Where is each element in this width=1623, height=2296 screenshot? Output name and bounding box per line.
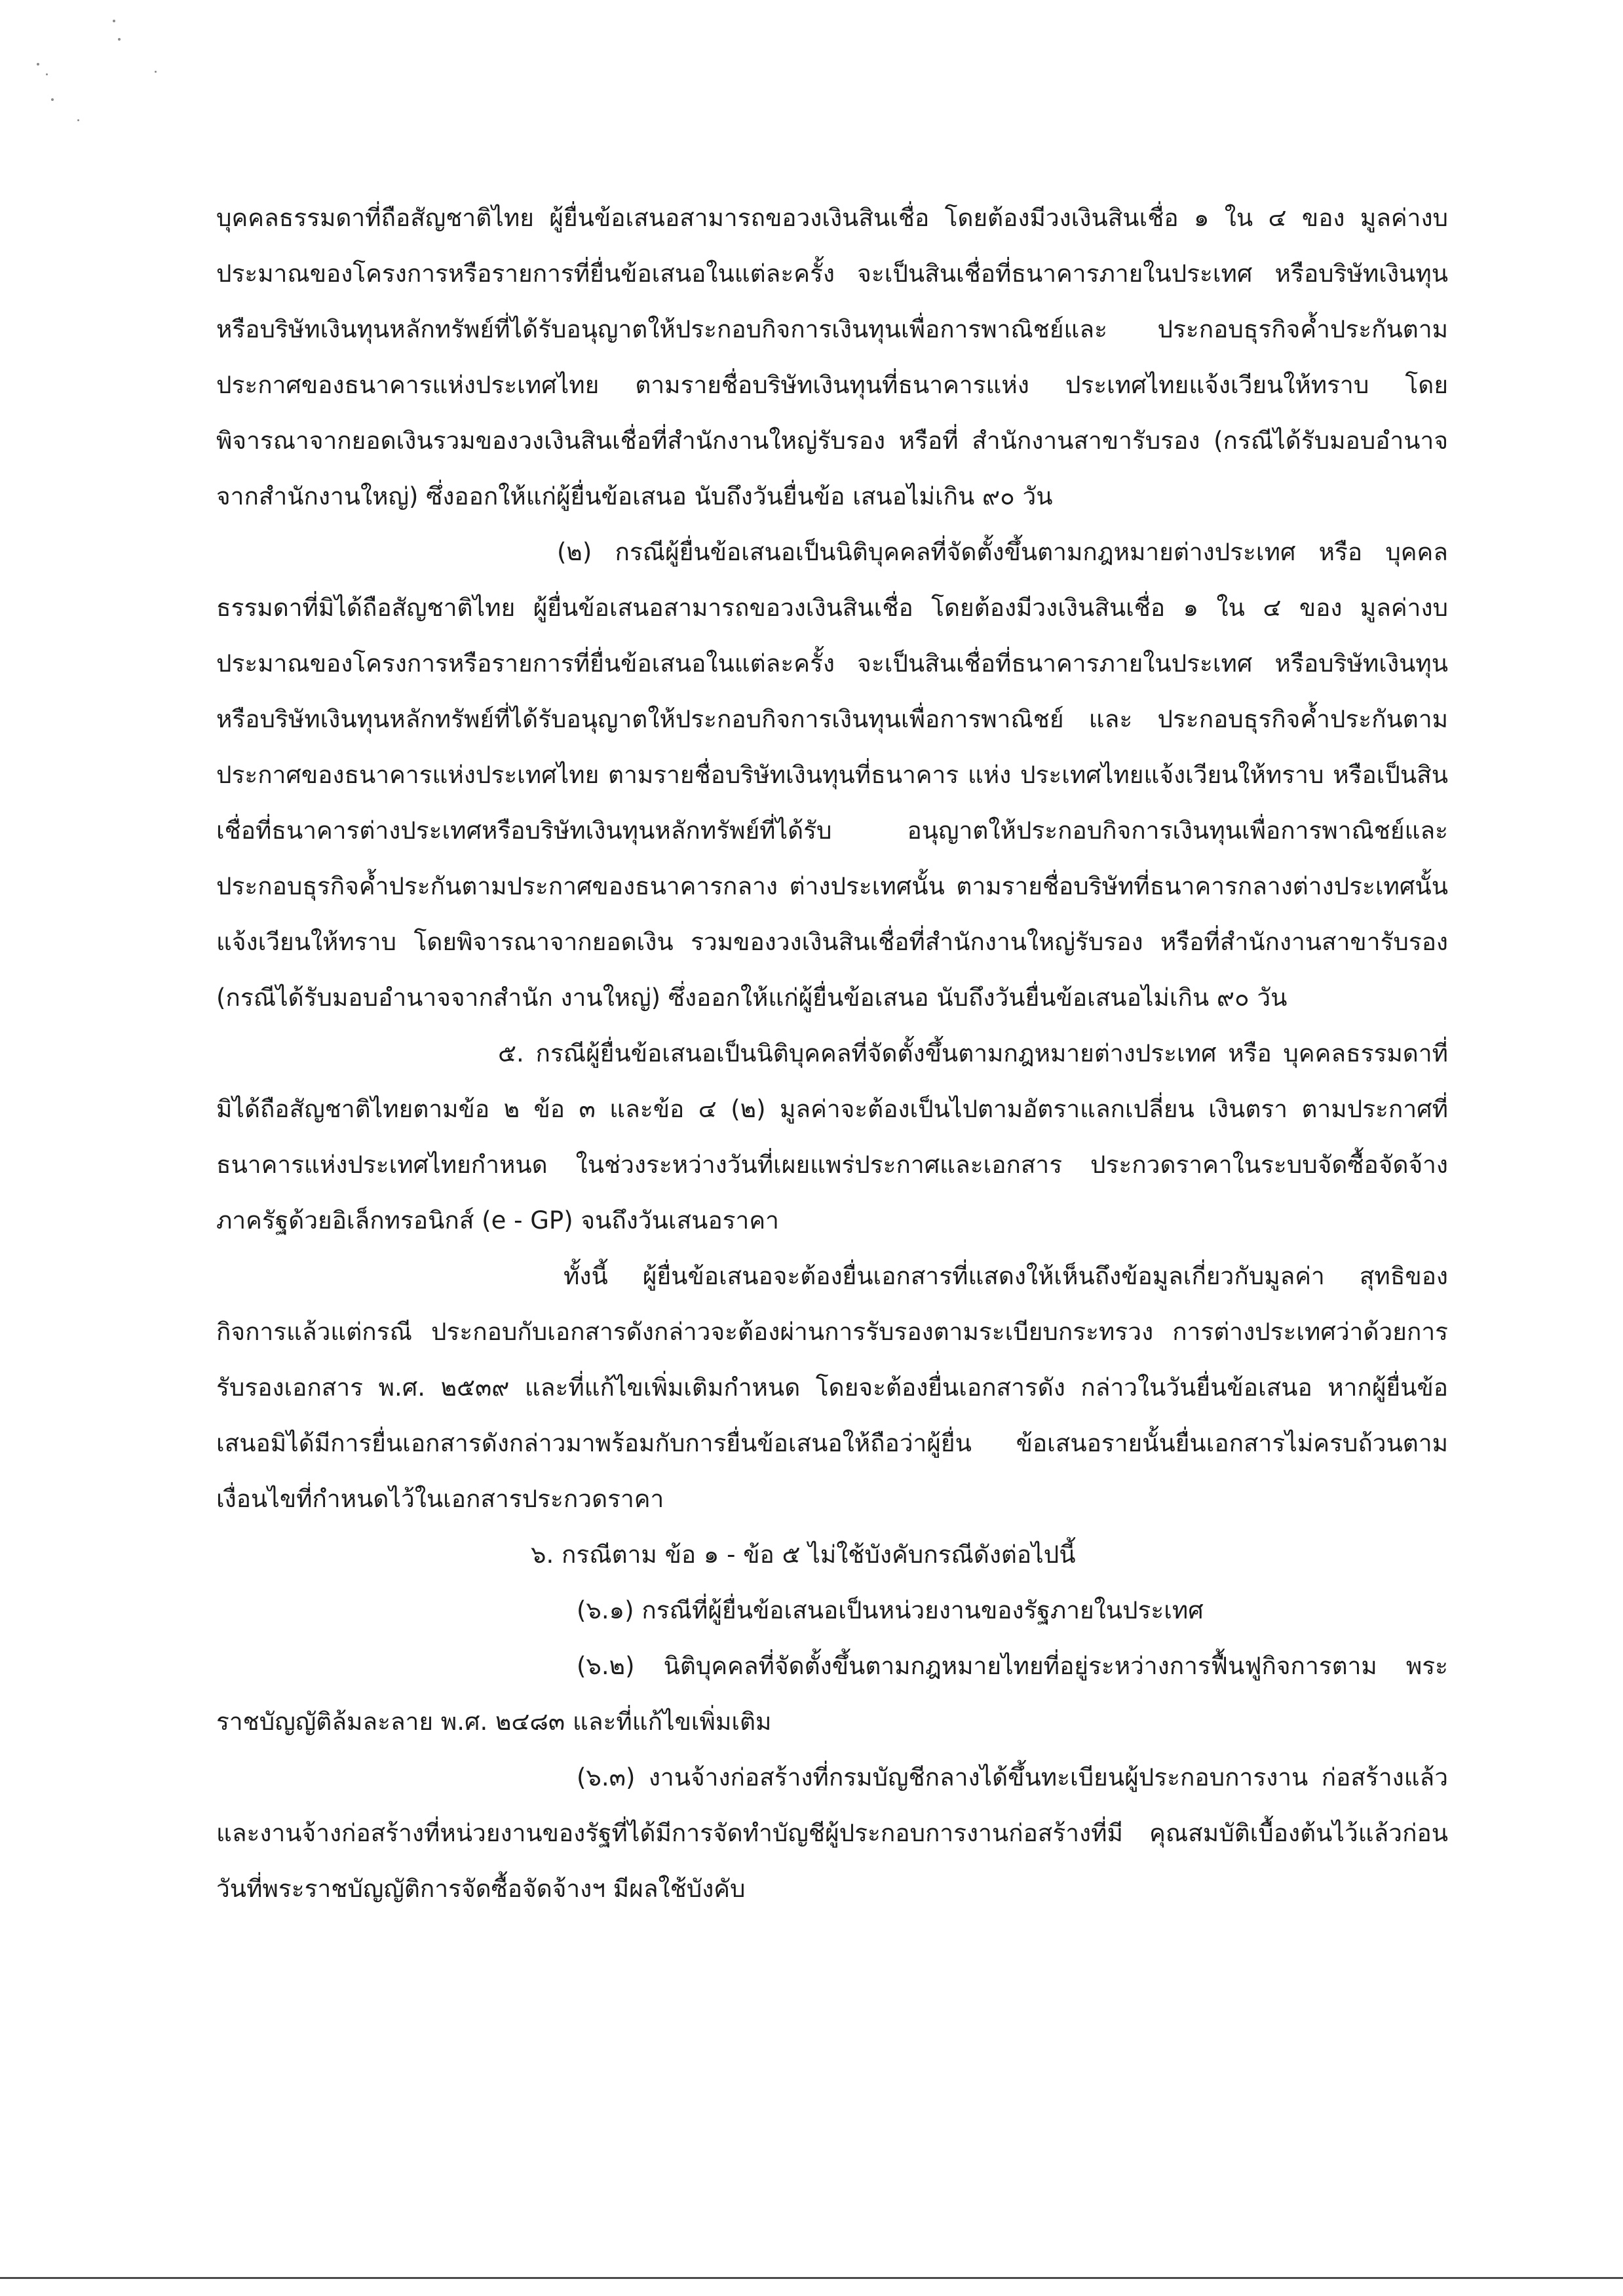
scan-speck bbox=[51, 98, 54, 101]
paragraph-clause-6-2: (๖.๒) นิติบุคคลที่จัดตั้งขึ้นตามกฎหมายไทยที่อยู่ระหว่างการฟื้นฟูกิจการตาม พระราชบัญญัติล้มละลาย พ.ศ. ๒๔๘๓ และที่แก้ไขเพิ่มเติม bbox=[216, 1652, 1448, 1736]
scan-bottom-edge bbox=[0, 2277, 1623, 2279]
scan-speck bbox=[46, 73, 48, 75]
paragraph-clause-5: ๕. กรณีผู้ยื่นข้อเสนอเป็นนิติบุคคลที่จัดตั้งขึ้นตามกฎหมายต่างประเทศ หรือ บุคคลธรรมดาที่มิได้ถือสัญชาติไทยตามข้อ ๒ ข้อ ๓ และข้อ ๔ (๒) มูลค่าจะต้องเป็นไปตามอัตราแลกเปลี่ยน เงินตรา ตามประกาศที่ธนาคารแห่งประเทศไทยกำหนด ในช่วงระหว่างวันที่เผยแพร่ประกาศและเอกสาร ประกวดราคาในระบบจัดซื้อจัดจ้างภาครัฐด้วยอิเล็กทรอนิกส์ (e - GP) จนถึงวันเสนอราคา bbox=[216, 1039, 1448, 1234]
paragraph-note: ทั้งนี้ ผู้ยื่นข้อเสนอจะต้องยื่นเอกสารที่แสดงให้เห็นถึงข้อมูลเกี่ยวกับมูลค่า สุทธิของกิจการแล้วแต่กรณี ประกอบกับเอกสารดังกล่าวจะต้องผ่านการรับรองตามระเบียบกระทรวง การต่างประเทศว่าด้วยการรับรองเอกสาร พ.ศ. ๒๕๓๙ และที่แก้ไขเพิ่มเติมกำหนด โดยจะต้องยื่นเอกสารดัง กล่าวในวันยื่นข้อเสนอ หากผู้ยื่นข้อเสนอมิได้มีการยื่นเอกสารดังกล่าวมาพร้อมกับการยื่นข้อเสนอให้ถือว่าผู้ยื่น ข้อเสนอรายนั้นยื่นเอกสารไม่ครบถ้วนตามเงื่อนไขที่กำหนดไว้ในเอกสารประกวดราคา bbox=[216, 1262, 1448, 1513]
paragraph-clause-6: ๖. กรณีตาม ข้อ ๑ - ข้อ ๕ ไม่ใช้บังคับกรณีดังต่อไปนี้ bbox=[531, 1540, 1076, 1569]
scan-speck bbox=[155, 71, 157, 73]
scan-speck bbox=[113, 20, 115, 22]
scan-speck bbox=[37, 63, 39, 66]
paragraph-clause-6-3: (๖.๓) งานจ้างก่อสร้างที่กรมบัญชีกลางได้ขึ้นทะเบียนผู้ประกอบการงาน ก่อสร้างแล้ว และงานจ้างก่อสร้างที่หน่วยงานของรัฐที่ได้มีการจัดทำบัญชีผู้ประกอบการงานก่อสร้างที่มี คุณสมบัติเบื้องต้นไว้แล้วก่อนวันที่พระราชบัญญัติการจัดซื้อจัดจ้างฯ มีผลใช้บังคับ bbox=[216, 1763, 1448, 1903]
scan-speck bbox=[118, 38, 121, 41]
paragraph-continuation: บุคคลธรรมดาที่ถือสัญชาติไทย ผู้ยื่นข้อเสนอสามารถขอวงเงินสินเชื่อ โดยต้องมีวงเงินสินเชื่อ ๑ ใน ๔ ของ มูลค่างบประมาณของโครงการหรือรายการที่ยื่นข้อเสนอในแต่ละครั้ง จะเป็นสินเชื่อที่ธนาคารภายในประเทศ หรือบริษัทเงินทุนหรือบริษัทเงินทุนหลักทรัพย์ที่ได้รับอนุญาตให้ประกอบกิจการเงินทุนเพื่อการพาณิชย์และ ประกอบธุรกิจค้ำประกันตามประกาศของธนาคารแห่งประเทศไทย ตามรายชื่อบริษัทเงินทุนที่ธนาคารแห่ง ประเทศไทยแจ้งเวียนให้ทราบ โดยพิจารณาจากยอดเงินรวมของวงเงินสินเชื่อที่สำนักงานใหญ่รับรอง หรือที่ สำนักงานสาขารับรอง (กรณีได้รับมอบอำนาจจากสำนักงานใหญ่) ซึ่งออกให้แก่ผู้ยื่นข้อเสนอ นับถึงวันยื่นข้อ เสนอไม่เกิน ๙๐ วัน bbox=[216, 204, 1448, 510]
paragraph-clause-4-2: (๒) กรณีผู้ยื่นข้อเสนอเป็นนิติบุคคลที่จัดตั้งขึ้นตามกฎหมายต่างประเทศ หรือ บุคคลธรรมดาที่มิได้ถือสัญชาติไทย ผู้ยื่นข้อเสนอสามารถขอวงเงินสินเชื่อ โดยต้องมีวงเงินสินเชื่อ ๑ ใน ๔ ของ มูลค่างบประมาณของโครงการหรือรายการที่ยื่นข้อเสนอในแต่ละครั้ง จะเป็นสินเชื่อที่ธนาคารภายในประเทศ หรือบริษัทเงินทุนหรือบริษัทเงินทุนหลักทรัพย์ที่ได้รับอนุญาตให้ประกอบกิจการเงินทุนเพื่อการพาณิชย์ และ ประกอบธุรกิจค้ำประกันตามประกาศของธนาคารแห่งประเทศไทย ตามรายชื่อบริษัทเงินทุนที่ธนาคาร แห่ง ประเทศไทยแจ้งเวียนให้ทราบ หรือเป็นสินเชื่อที่ธนาคารต่างประเทศหรือบริษัทเงินทุนหลักทรัพย์ที่ได้รับ อนุญาตให้ประกอบกิจการเงินทุนเพื่อการพาณิชย์และประกอบธุรกิจค้ำประกันตามประกาศของธนาคารกลาง ต่างประเทศนั้น ตามรายชื่อบริษัทที่ธนาคารกลางต่างประเทศนั้นแจ้งเวียนให้ทราบ โดยพิจารณาจากยอดเงิน รวมของวงเงินสินเชื่อที่สำนักงานใหญ่รับรอง หรือที่สำนักงานสาขารับรอง (กรณีได้รับมอบอำนาจจากสำนัก งานใหญ่) ซึ่งออกให้แก่ผู้ยื่นข้อเสนอ นับถึงวันยื่นข้อเสนอไม่เกิน ๙๐ วัน bbox=[216, 538, 1448, 1012]
scan-speck bbox=[77, 119, 79, 121]
document-body bbox=[216, 190, 1448, 1917]
paragraph-clause-6-1: (๖.๑) กรณีที่ผู้ยื่นข้อเสนอเป็นหน่วยงานของรัฐภายในประเทศ bbox=[577, 1596, 1204, 1624]
